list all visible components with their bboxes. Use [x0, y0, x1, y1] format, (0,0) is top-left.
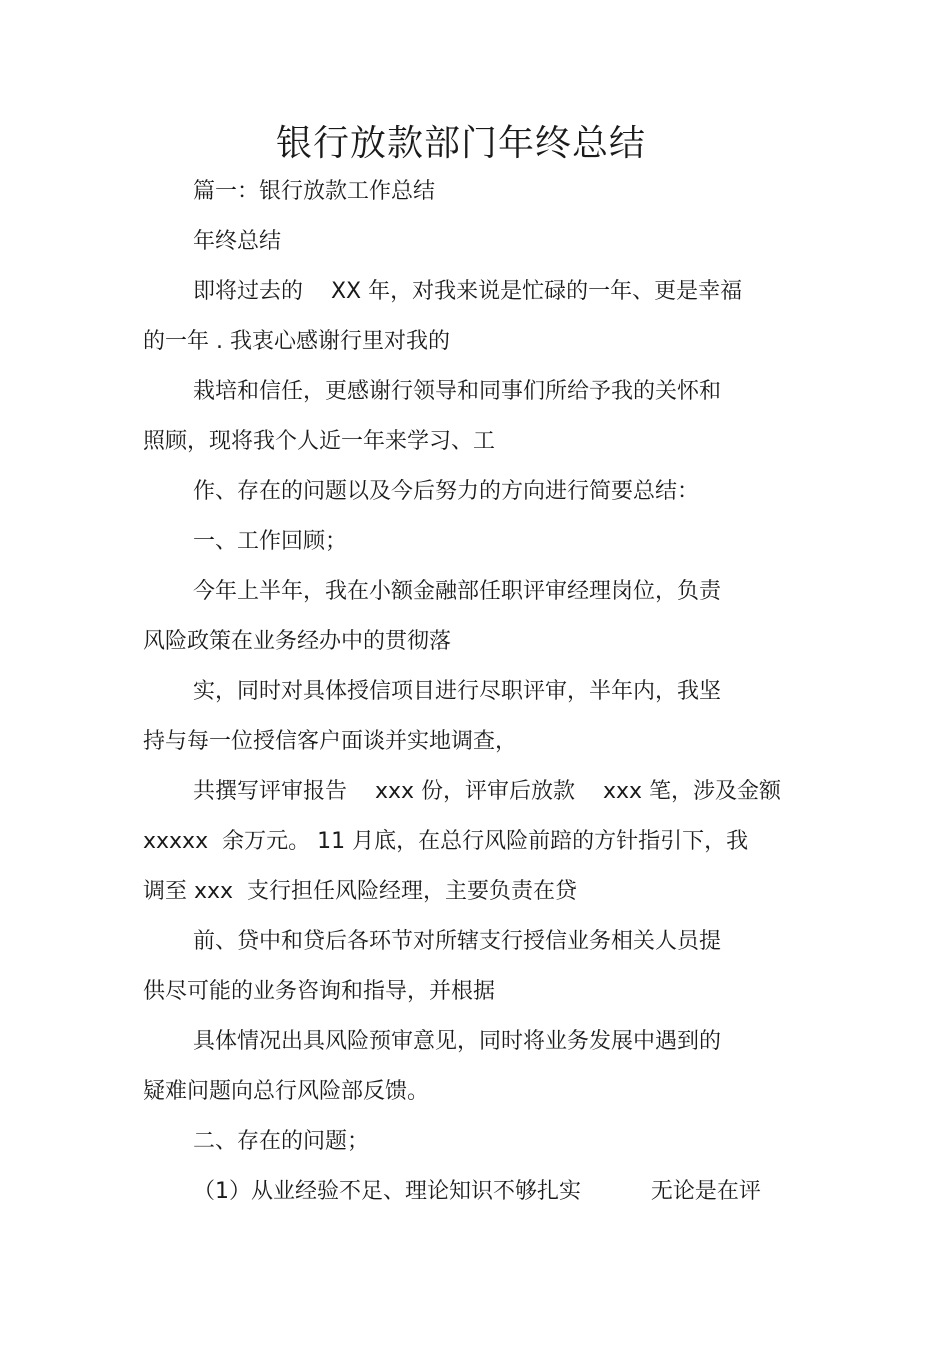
text-line: 篇一：银行放款工作总结: [193, 179, 436, 204]
text-line: 年终总结: [193, 229, 282, 254]
text-line: 的一年 . 我衷心感谢行里对我的: [143, 329, 450, 354]
text-line: 调至 xxx 支行担任风险经理，主要负责在贷: [143, 879, 578, 904]
text-line: 共撰写评审报告 xxx 份，评审后放款 xxx 笔，涉及金额: [193, 779, 782, 804]
text-line: 一、工作回顾；: [193, 529, 348, 554]
text-line: （1）从业经验不足、理论知识不够扎实 无论是在评: [193, 1179, 761, 1204]
page-title: 银行放款部门年终总结: [275, 123, 646, 164]
text-line: 具体情况出具风险预审意见，同时将业务发展中遇到的: [193, 1029, 722, 1054]
text-line: 照顾，现将我个人近一年来学习、工: [143, 429, 496, 454]
text-line: 疑难问题向总行风险部反馈。: [143, 1079, 430, 1104]
text-line: xxxxx 余万元。 11 月底，在总行风险前踣的方针指引下，我: [143, 829, 749, 854]
text-line: 即将过去的 XX 年，对我来说是忙碌的一年、更是幸福: [193, 279, 743, 304]
text-line: 作、存在的问题以及今后努力的方向进行简要总结：: [193, 479, 700, 504]
text-line: 供尽可能的业务咨询和指导，并根据: [143, 979, 496, 1004]
text-line: 实，同时对具体授信项目进行尽职评审，半年内，我坚: [193, 679, 722, 704]
text-line: 今年上半年，我在小额金融部任职评审经理岗位，负责: [193, 579, 722, 604]
text-line: 前、贷中和贷后各环节对所辖支行授信业务相关人员提: [193, 929, 722, 954]
text-line: 风险政策在业务经办中的贯彻落: [143, 629, 452, 654]
text-line: 栽培和信任，更感谢行领导和同事们所给予我的关怀和: [193, 379, 722, 404]
text-line: 二、存在的问题；: [193, 1129, 370, 1154]
text-line: 持与每一位授信客户面谈并实地调查，: [143, 729, 518, 754]
